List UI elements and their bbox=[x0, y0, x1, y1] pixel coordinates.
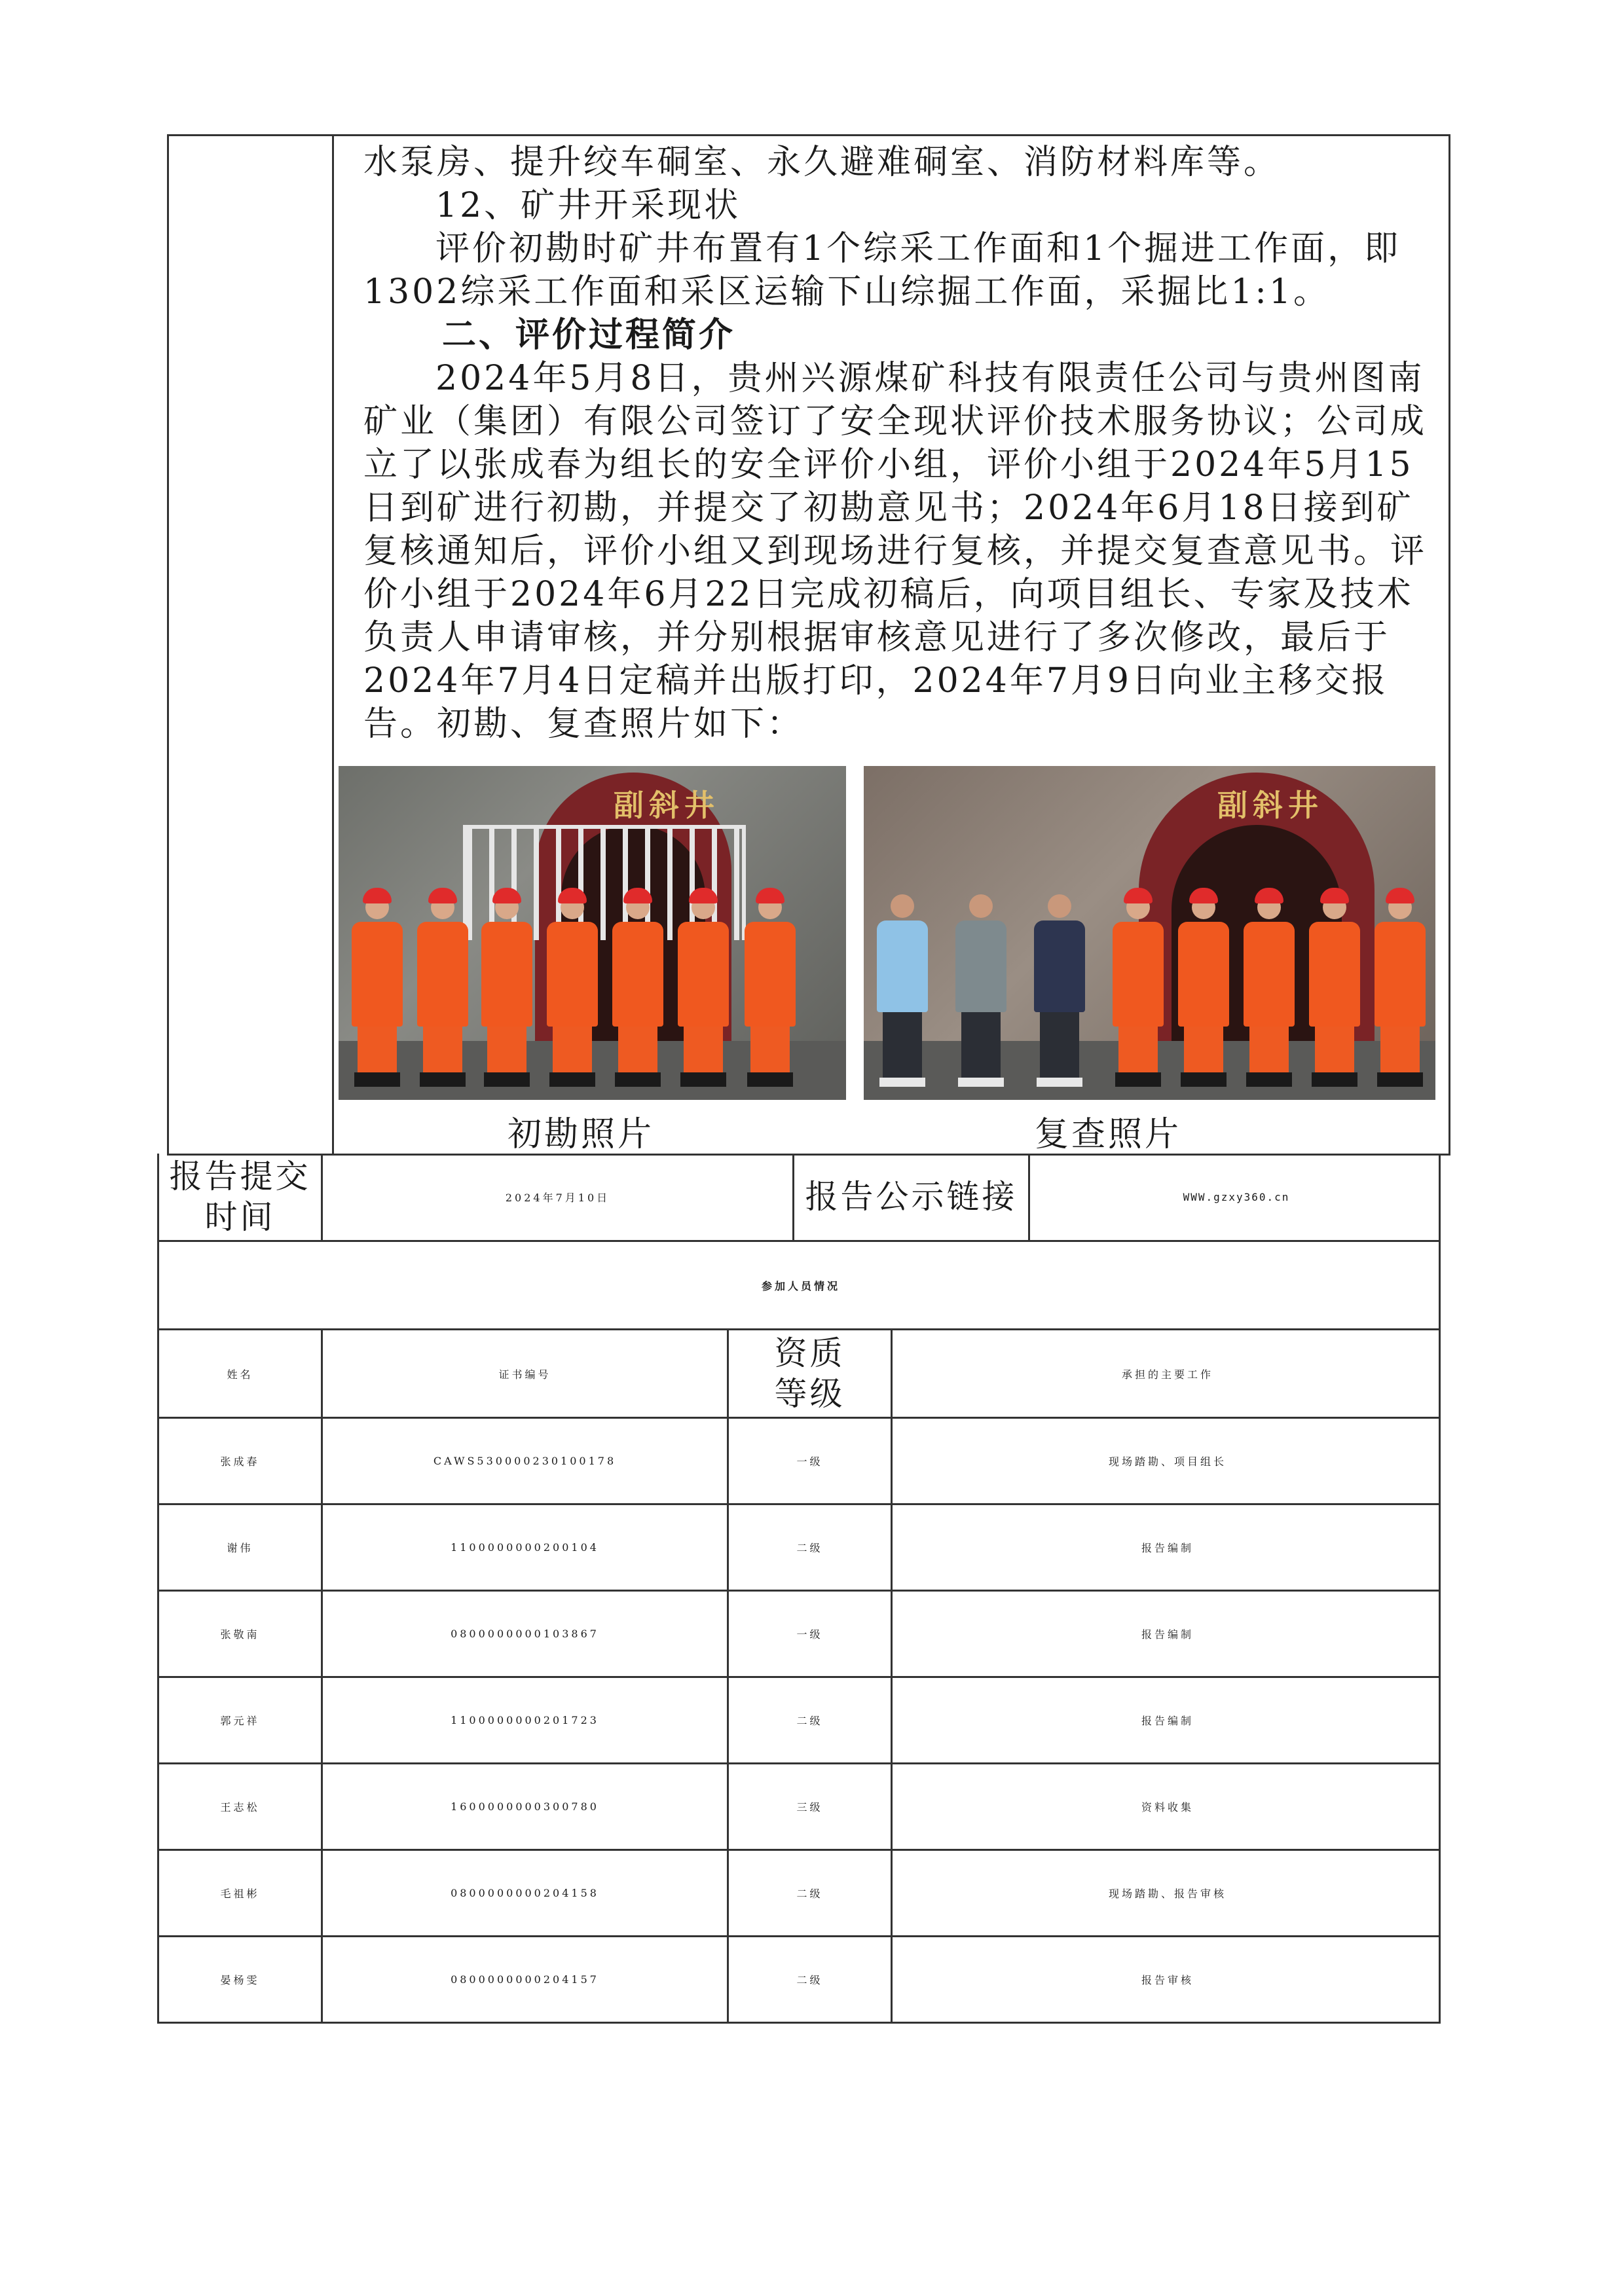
submit-time-value: 2024年7月10日 bbox=[323, 1154, 794, 1240]
person-level: 二级 bbox=[729, 1678, 893, 1762]
personnel-row bbox=[157, 1419, 1441, 1505]
personnel-row bbox=[157, 1937, 1441, 2024]
person-cert-number: 1600000000300780 bbox=[323, 1764, 729, 1849]
personnel-row bbox=[157, 1678, 1441, 1764]
photo-strip bbox=[339, 766, 1452, 1100]
person-name: 张敬南 bbox=[159, 1592, 323, 1676]
header-name: 姓名 bbox=[159, 1330, 323, 1417]
person-cert-number: 0800000000204157 bbox=[323, 1937, 729, 2022]
person-level: 二级 bbox=[729, 1937, 893, 2022]
item-12-title: 12、矿井开采现状 bbox=[435, 186, 741, 225]
person-level: 一级 bbox=[729, 1419, 893, 1503]
person-name: 张成春 bbox=[159, 1419, 323, 1503]
person-name: 王志松 bbox=[159, 1764, 323, 1849]
publish-link-value[interactable]: WWW.gzxy360.cn bbox=[1183, 1190, 1290, 1203]
person-cert-number: 1100000000200104 bbox=[323, 1505, 729, 1590]
body-text bbox=[363, 141, 1437, 746]
person-level: 二级 bbox=[729, 1505, 893, 1590]
person-work: 现场踏勘、项目组长 bbox=[1108, 1455, 1227, 1468]
person-name: 谢伟 bbox=[159, 1505, 323, 1590]
person-work: 资料收集 bbox=[1141, 1801, 1194, 1813]
personnel-title: 参加人员情况 bbox=[761, 1279, 840, 1292]
personnel-header-row bbox=[157, 1330, 1441, 1419]
person-cert-number: 0800000000204158 bbox=[323, 1851, 729, 1935]
mine-sign-2: 副斜井 bbox=[1217, 788, 1323, 823]
personnel-row bbox=[157, 1851, 1441, 1937]
personnel-row bbox=[157, 1505, 1441, 1592]
person-level: 二级 bbox=[729, 1851, 893, 1935]
person-name: 毛祖彬 bbox=[159, 1851, 323, 1935]
person-name: 晏杨雯 bbox=[159, 1937, 323, 2022]
submit-time-label: 报告提交时间 bbox=[159, 1154, 323, 1240]
personnel-row bbox=[157, 1592, 1441, 1678]
person-level: 三级 bbox=[729, 1764, 893, 1849]
publish-link-label: 报告公示链接 bbox=[794, 1154, 1030, 1240]
person-work: 报告编制 bbox=[1141, 1715, 1194, 1727]
person-work: 报告编制 bbox=[1141, 1542, 1194, 1554]
item-12-body: 评价初勘时矿井布置有1个综采工作面和1个掘进工作面，即1302综采工作面和采区运输下山综掘工作面，采掘比1:1。 bbox=[363, 229, 1401, 312]
header-level: 资质等级 bbox=[729, 1330, 893, 1417]
section-2-body: 2024年5月8日，贵州兴源煤矿科技有限责任公司与贵州图南矿业（集团）有限公司签订了安全现状评价技术服务协议；公司成立了以张成春为组长的安全评价小组，评价小组于2024年5月15日到矿进行初勘，并提交了初勘意见书；2024年6月18日接到矿复核通知后，评价小组又到现场进行复核，并提交复查意见书。评价小组于2024年6月22日完成初稿后，向项目组长、专家及技术负责人申请审核，并分别根据审核意见进行了多次修改，最后于2024年7月4日定稿并出版打印，2024年7月9日向业主移交报告。初勘、复查照片如下： bbox=[363, 359, 1428, 744]
caption-initial-survey: 初勘照片 bbox=[507, 1115, 655, 1154]
header-work: 承担的主要工作 bbox=[1121, 1368, 1213, 1381]
personnel-title-row bbox=[157, 1242, 1441, 1330]
header-cert: 证书编号 bbox=[323, 1330, 729, 1417]
person-cert-number: 1100000000201723 bbox=[323, 1678, 729, 1762]
person-work: 现场踏勘、报告审核 bbox=[1108, 1887, 1227, 1900]
person-work: 报告审核 bbox=[1141, 1974, 1194, 1986]
person-work: 报告编制 bbox=[1141, 1628, 1194, 1641]
personnel-row bbox=[157, 1764, 1441, 1851]
left-label-column bbox=[169, 136, 334, 1154]
person-level: 一级 bbox=[729, 1592, 893, 1676]
initial-survey-photo bbox=[339, 766, 846, 1100]
submission-row bbox=[157, 1154, 1441, 1242]
person-name: 郭元祥 bbox=[159, 1678, 323, 1762]
person-cert-number: 0800000000103867 bbox=[323, 1592, 729, 1676]
person-cert-number: CAWS530000230100178 bbox=[323, 1419, 729, 1503]
caption-recheck: 复查照片 bbox=[1035, 1115, 1182, 1154]
section-2-title: 二、评价过程简介 bbox=[442, 315, 736, 355]
mine-sign: 副斜井 bbox=[614, 788, 720, 823]
recheck-photo bbox=[864, 766, 1435, 1100]
paragraph-line1: 水泵房、提升绞车硐室、永久避难硐室、消防材料库等。 bbox=[363, 143, 1281, 182]
